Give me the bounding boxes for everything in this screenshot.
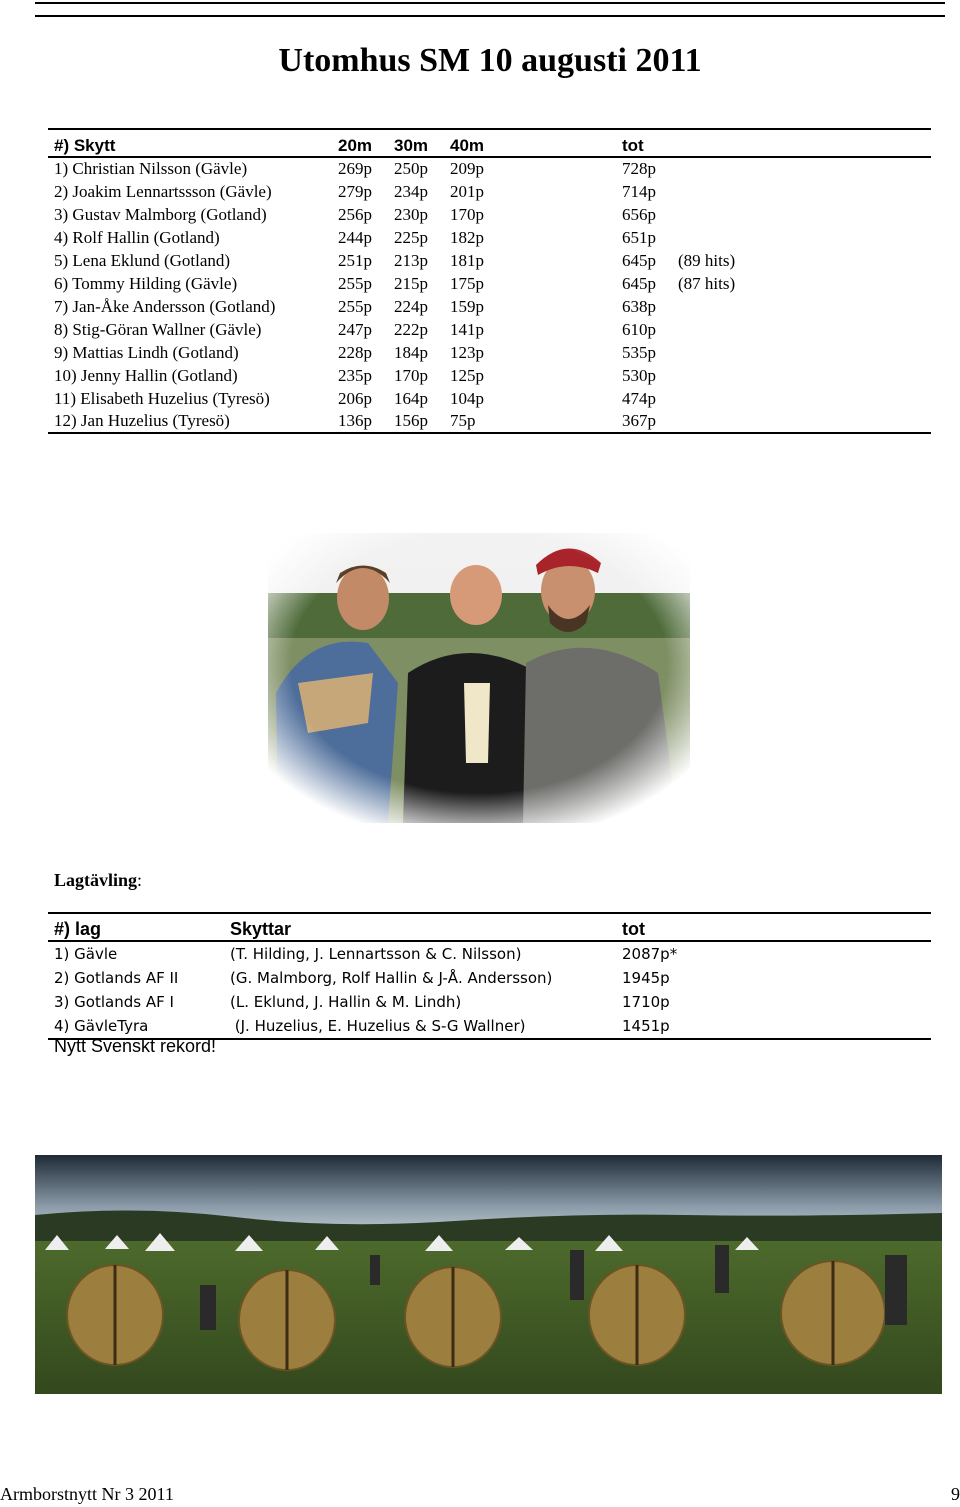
table-row <box>48 203 931 226</box>
team-total: 1710p <box>622 993 670 1012</box>
header-note <box>672 129 931 157</box>
score-40m: 182p <box>450 227 484 247</box>
footer-page-number: 9 <box>951 1484 960 1504</box>
table-row <box>48 318 931 341</box>
score-20m: 251p <box>338 250 372 270</box>
header-shooter: #) Skytt <box>54 136 116 155</box>
score-30m: 222p <box>394 319 428 339</box>
score-30m: 213p <box>394 250 428 270</box>
shooter-name: 11) Elisabeth Huzelius (Tyresö) <box>54 388 270 408</box>
score-total: 656p <box>622 204 656 224</box>
score-40m: 159p <box>450 296 484 316</box>
score-20m: 255p <box>338 296 372 316</box>
score-30m: 184p <box>394 342 428 362</box>
score-total: 638p <box>622 296 656 316</box>
score-30m: 250p <box>394 159 428 178</box>
top-rule-2 <box>35 15 945 17</box>
shooter-name: 5) Lena Eklund (Gotland) <box>54 250 231 270</box>
team-name: 4) GävleTyra <box>54 1017 149 1036</box>
table-row <box>48 157 931 180</box>
score-20m: 244p <box>338 227 372 247</box>
archery-field-photo <box>35 1155 942 1394</box>
shooter-name: 10) Jenny Hallin (Gotland) <box>54 365 238 385</box>
table-row <box>48 941 931 966</box>
hits-note: (89 hits) <box>678 250 736 270</box>
team-shooters: (T. Hilding, J. Lennartsson & C. Nilsson) <box>230 944 522 963</box>
score-40m: 104p <box>450 388 484 408</box>
score-40m: 209p <box>450 159 484 178</box>
score-20m: 206p <box>338 388 372 408</box>
archers-group-photo <box>268 533 690 823</box>
score-40m: 175p <box>450 273 484 293</box>
table-row <box>48 966 931 991</box>
top-rule <box>35 2 945 4</box>
header-team: #) lag <box>54 918 102 939</box>
table-row <box>48 387 931 410</box>
team-shooters: (G. Malmborg, Rolf Hallin & J-Å. Andersson) <box>230 968 553 987</box>
hits-note <box>672 180 931 203</box>
hits-note <box>672 203 931 226</box>
team-name: 3) Gotlands AF I <box>54 993 174 1012</box>
shooter-name: 2) Joakim Lennartssson (Gävle) <box>54 181 272 201</box>
shooter-name: 7) Jan-Åke Andersson (Gotland) <box>54 296 276 316</box>
header-20m: 20m <box>338 136 373 155</box>
team-shooters: (J. Huzelius, E. Huzelius & S-G Wallner) <box>230 1017 526 1036</box>
score-30m: 230p <box>394 204 428 224</box>
table-row <box>48 249 931 272</box>
team-name: 1) Gävle <box>54 944 118 963</box>
score-20m: 255p <box>338 273 372 293</box>
table-row <box>48 295 931 318</box>
team-name: 2) Gotlands AF II <box>54 968 179 987</box>
header-total: tot <box>622 136 644 155</box>
score-30m: 234p <box>394 181 428 201</box>
score-30m: 224p <box>394 296 428 316</box>
team-total: 2087p* <box>622 944 678 963</box>
header-30m: 30m <box>394 136 429 155</box>
team-total: 1945p <box>622 968 670 987</box>
score-total: 728p <box>622 159 656 178</box>
hits-note <box>672 387 931 410</box>
score-20m: 256p <box>338 204 372 224</box>
score-30m: 225p <box>394 227 428 247</box>
score-total: 610p <box>622 319 656 339</box>
score-40m: 141p <box>450 319 484 339</box>
hits-note <box>672 226 931 249</box>
table-row <box>48 272 931 295</box>
team-shooters: (L. Eklund, J. Hallin & M. Lindh) <box>230 993 462 1012</box>
record-footnote: Nytt Svenskt rekord! <box>54 1036 217 1056</box>
table-header-row <box>48 129 931 157</box>
score-total: 714p <box>622 181 656 201</box>
hits-note <box>672 341 931 364</box>
team-results-table <box>48 912 931 1040</box>
score-30m: 164p <box>394 388 428 408</box>
team-competition-label: Lagtävling: <box>54 870 143 890</box>
hits-note <box>672 318 931 341</box>
score-total: 651p <box>622 227 656 247</box>
shooter-name: 3) Gustav Malmborg (Gotland) <box>54 204 267 224</box>
footer-publication: Armborstnytt Nr 3 2011 <box>0 1484 174 1504</box>
score-40m: 75p <box>450 411 476 430</box>
score-40m: 125p <box>450 365 484 385</box>
header-shooters: Skyttar <box>230 918 292 939</box>
hits-note <box>672 157 931 180</box>
score-20m: 279p <box>338 181 372 201</box>
score-40m: 170p <box>450 204 484 224</box>
hits-note: (87 hits) <box>678 273 736 293</box>
score-20m: 136p <box>338 411 372 430</box>
individual-results-body <box>48 157 931 433</box>
team-results-body <box>48 941 931 1039</box>
score-40m: 181p <box>450 250 484 270</box>
score-20m: 269p <box>338 159 372 178</box>
score-total: 645p <box>622 250 656 270</box>
score-total: 474p <box>622 388 656 408</box>
score-30m: 215p <box>394 273 428 293</box>
score-20m: 247p <box>338 319 372 339</box>
score-40m: 123p <box>450 342 484 362</box>
hits-note <box>672 364 931 387</box>
score-30m: 170p <box>394 365 428 385</box>
score-20m: 235p <box>338 365 372 385</box>
score-30m: 156p <box>394 411 428 430</box>
table-row <box>48 990 931 1015</box>
shooter-name: 9) Mattias Lindh (Gotland) <box>54 342 239 362</box>
individual-results-table <box>48 128 931 434</box>
header-40m: 40m <box>450 136 485 155</box>
shooter-name: 4) Rolf Hallin (Gotland) <box>54 227 220 247</box>
hits-note <box>672 410 931 433</box>
score-total: 645p <box>622 273 656 293</box>
shooter-name: 1) Christian Nilsson (Gävle) <box>54 159 248 178</box>
table-row <box>48 226 931 249</box>
shooter-name: 8) Stig-Göran Wallner (Gävle) <box>54 319 262 339</box>
score-20m: 228p <box>338 342 372 362</box>
score-total: 367p <box>622 411 656 430</box>
page-title: Utomhus SM 10 augusti 2011 <box>278 42 702 79</box>
header-team-total: tot <box>622 918 645 939</box>
shooter-name: 6) Tommy Hilding (Gävle) <box>54 273 238 293</box>
team-header-row <box>48 913 931 941</box>
score-total: 535p <box>622 342 656 362</box>
hits-note <box>672 295 931 318</box>
table-row <box>48 410 931 433</box>
team-total: 1451p <box>622 1017 670 1036</box>
score-total: 530p <box>622 365 656 385</box>
table-row <box>48 180 931 203</box>
score-40m: 201p <box>450 181 484 201</box>
shooter-name: 12) Jan Huzelius (Tyresö) <box>54 411 230 430</box>
table-row <box>48 341 931 364</box>
table-row <box>48 364 931 387</box>
